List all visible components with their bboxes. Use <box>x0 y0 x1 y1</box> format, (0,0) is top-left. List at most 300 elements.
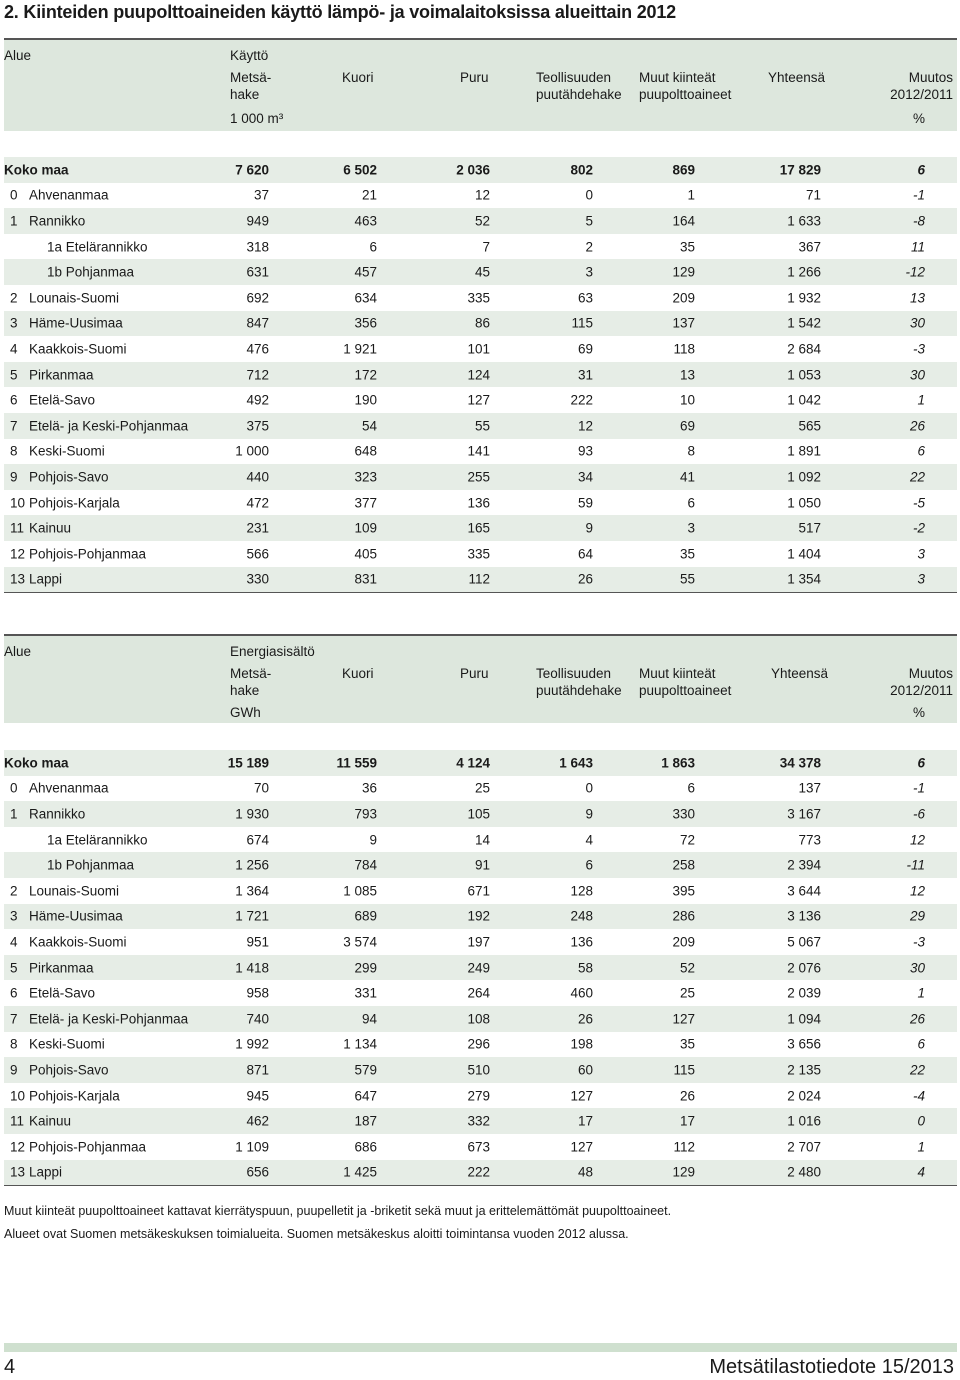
cell-muut: 330 <box>672 806 695 822</box>
cell-metsahake: 7 620 <box>235 162 269 178</box>
cell-yhteensa: 1 354 <box>787 571 821 587</box>
table-row <box>4 1108 957 1134</box>
cell-metsahake: 674 <box>246 832 269 848</box>
cell-kuori: 1 921 <box>343 341 377 357</box>
cell-teollisuus: 26 <box>577 1011 593 1027</box>
cell-metsahake: 951 <box>246 934 269 950</box>
cell-teollisuus: 48 <box>577 1164 593 1180</box>
cell-teollisuus: 34 <box>577 469 593 485</box>
cell-teollisuus: 26 <box>577 571 593 587</box>
cell-kuori: 299 <box>354 960 377 976</box>
header-metsahake-2: hake <box>230 87 260 102</box>
cell-metsahake: 318 <box>246 239 269 255</box>
cell-muutos: 22 <box>909 469 925 485</box>
cell-muut: 209 <box>672 290 695 306</box>
cell-kuori: 579 <box>354 1062 377 1078</box>
header-kuori: Kuori <box>342 70 374 85</box>
cell-teollisuus: 2 <box>585 239 593 255</box>
region-number: 5 <box>10 960 18 976</box>
cell-muut: 127 <box>672 1011 695 1027</box>
cell-metsahake: 958 <box>246 985 269 1001</box>
table-row <box>4 827 957 853</box>
header-percent: % <box>912 705 925 720</box>
region-name: 1a Etelärannikko <box>47 832 148 848</box>
table-row <box>4 413 957 439</box>
region-name: 1b Pohjanmaa <box>47 857 135 873</box>
cell-kuori: 54 <box>361 418 377 434</box>
cell-puru: 12 <box>474 187 490 203</box>
header-percent: % <box>912 111 925 126</box>
region-number: 11 <box>10 1113 25 1129</box>
cell-puru: 264 <box>467 985 490 1001</box>
cell-puru: 510 <box>467 1062 490 1078</box>
region-name: Pohjois-Savo <box>29 1062 109 1078</box>
cell-metsahake: 1 992 <box>235 1036 269 1052</box>
cell-yhteensa: 1 050 <box>787 495 821 511</box>
region-name: Pohjois-Pohjanmaa <box>29 1139 147 1155</box>
cell-yhteensa: 367 <box>798 239 821 255</box>
cell-metsahake: 231 <box>246 520 269 536</box>
region-name: Koko maa <box>4 162 69 178</box>
region-number: 3 <box>10 908 18 924</box>
cell-yhteensa: 3 136 <box>787 908 821 924</box>
cell-muut: 118 <box>673 341 695 357</box>
cell-muut: 129 <box>672 264 695 280</box>
table-row <box>4 980 957 1006</box>
cell-yhteensa: 1 016 <box>787 1113 821 1129</box>
cell-metsahake: 712 <box>246 367 269 383</box>
cell-yhteensa: 1 633 <box>787 213 821 229</box>
publication-name: Metsätilastotiedote 15/2013 <box>709 1356 954 1378</box>
cell-muutos: -2 <box>912 520 925 536</box>
cell-muut: 55 <box>679 571 695 587</box>
cell-metsahake: 656 <box>246 1164 269 1180</box>
cell-teollisuus: 3 <box>585 264 593 280</box>
cell-kuori: 634 <box>354 290 377 306</box>
cell-muutos: 12 <box>909 883 925 899</box>
region-name: Etelä-Savo <box>29 985 96 1001</box>
cell-puru: 249 <box>467 960 490 976</box>
region-number: 2 <box>10 883 18 899</box>
cell-metsahake: 1 109 <box>235 1139 269 1155</box>
cell-muutos: -12 <box>905 264 925 280</box>
cell-puru: 91 <box>474 857 490 873</box>
cell-yhteensa: 3 167 <box>787 806 821 822</box>
cell-muut: 6 <box>687 780 695 796</box>
cell-metsahake: 330 <box>246 571 269 587</box>
cell-muut: 10 <box>679 392 695 408</box>
cell-puru: 671 <box>467 883 490 899</box>
header-teollisuus-2: puutähdehake <box>536 87 622 102</box>
cell-muut: 6 <box>687 495 695 511</box>
cell-teollisuus: 64 <box>577 546 593 562</box>
cell-metsahake: 492 <box>246 392 269 408</box>
cell-muut: 164 <box>672 213 695 229</box>
table-row <box>4 208 957 234</box>
cell-yhteensa: 2 684 <box>787 341 821 357</box>
cell-metsahake: 472 <box>246 495 269 511</box>
table-row <box>4 183 957 209</box>
region-number: 13 <box>10 571 26 587</box>
table-row <box>4 285 957 311</box>
cell-puru: 25 <box>474 780 490 796</box>
cell-kuori: 457 <box>354 264 377 280</box>
header-puru: Puru <box>460 70 489 85</box>
cell-muut: 129 <box>672 1164 695 1180</box>
cell-kuori: 9 <box>369 832 377 848</box>
cell-muut: 52 <box>679 960 695 976</box>
cell-muut: 26 <box>679 1088 695 1104</box>
cell-yhteensa: 3 656 <box>787 1036 821 1052</box>
region-name: Ahvenanmaa <box>29 187 109 203</box>
cell-muutos: 4 <box>917 1164 925 1180</box>
cell-muut: 115 <box>673 1062 695 1078</box>
header-teollisuus-1: Teollisuuden <box>536 666 612 681</box>
cell-teollisuus: 69 <box>577 341 593 357</box>
cell-teollisuus: 31 <box>577 367 593 383</box>
cell-muutos: 6 <box>917 443 925 459</box>
cell-muut: 3 <box>687 520 695 536</box>
cell-metsahake: 566 <box>246 546 269 562</box>
cell-kuori: 172 <box>354 367 377 383</box>
cell-muutos: 6 <box>917 1036 925 1052</box>
cell-muutos: 22 <box>909 1062 925 1078</box>
region-name: Lounais-Suomi <box>29 290 120 306</box>
cell-puru: 2 036 <box>456 162 490 178</box>
table-bottom-rule <box>4 592 957 593</box>
cell-muutos: -1 <box>912 187 925 203</box>
cell-muut: 258 <box>672 857 695 873</box>
cell-metsahake: 740 <box>246 1011 269 1027</box>
cell-yhteensa: 1 266 <box>787 264 821 280</box>
cell-puru: 673 <box>467 1139 490 1155</box>
table-row-total <box>4 157 957 183</box>
cell-puru: 192 <box>467 908 490 924</box>
cell-kuori: 647 <box>354 1088 377 1104</box>
cell-puru: 86 <box>474 315 490 331</box>
cell-metsahake: 1 721 <box>235 908 269 924</box>
cell-teollisuus: 9 <box>585 806 593 822</box>
cell-yhteensa: 2 707 <box>787 1139 821 1155</box>
cell-kuori: 1 425 <box>343 1164 377 1180</box>
cell-teollisuus: 17 <box>577 1113 593 1129</box>
header-muut-2: puupolttoaineet <box>639 683 732 698</box>
cell-metsahake: 375 <box>246 418 269 434</box>
cell-teollisuus: 60 <box>577 1062 593 1078</box>
cell-puru: 108 <box>467 1011 490 1027</box>
cell-puru: 197 <box>467 934 490 950</box>
region-name: 1a Etelärannikko <box>47 239 148 255</box>
cell-muutos: -3 <box>912 934 925 950</box>
table-row <box>4 490 957 516</box>
cell-kuori: 1 134 <box>343 1036 377 1052</box>
cell-metsahake: 945 <box>246 1088 269 1104</box>
cell-kuori: 784 <box>354 857 377 873</box>
cell-muut: 286 <box>672 908 695 924</box>
cell-metsahake: 631 <box>246 264 269 280</box>
cell-kuori: 405 <box>354 546 377 562</box>
cell-muut: 25 <box>679 985 695 1001</box>
cell-puru: 52 <box>474 213 490 229</box>
cell-puru: 136 <box>467 495 490 511</box>
cell-kuori: 686 <box>354 1139 377 1155</box>
cell-puru: 105 <box>467 806 490 822</box>
cell-puru: 335 <box>467 290 490 306</box>
cell-yhteensa: 1 042 <box>787 392 821 408</box>
cell-kuori: 109 <box>354 520 377 536</box>
cell-muut: 35 <box>679 1036 695 1052</box>
header-muutos-2: 2012/2011 <box>890 87 953 102</box>
table-row <box>4 234 957 260</box>
cell-yhteensa: 2 024 <box>787 1088 821 1104</box>
cell-yhteensa: 1 404 <box>787 546 821 562</box>
header-yhteensa: Yhteensä <box>771 666 829 681</box>
region-name: Keski-Suomi <box>29 1036 105 1052</box>
table-header <box>4 634 957 723</box>
table-row <box>4 362 957 388</box>
table-row <box>4 541 957 567</box>
table-row <box>4 1134 957 1160</box>
cell-yhteensa: 71 <box>805 187 821 203</box>
cell-kuori: 6 502 <box>343 162 377 178</box>
cell-teollisuus: 4 <box>585 832 593 848</box>
cell-metsahake: 15 189 <box>227 755 269 771</box>
region-name: Lounais-Suomi <box>29 883 120 899</box>
cell-yhteensa: 2 480 <box>787 1164 821 1180</box>
table-row <box>4 515 957 541</box>
header-group: Energiasisältö <box>230 644 315 659</box>
cell-muut: 8 <box>687 443 695 459</box>
cell-muut: 209 <box>672 934 695 950</box>
cell-muutos: -3 <box>912 341 925 357</box>
cell-kuori: 21 <box>361 187 377 203</box>
cell-teollisuus: 248 <box>570 908 593 924</box>
header-puru: Puru <box>460 666 489 681</box>
cell-muut: 72 <box>679 832 695 848</box>
cell-metsahake: 1 930 <box>235 806 269 822</box>
cell-muutos: 3 <box>917 571 925 587</box>
cell-muut: 137 <box>672 315 695 331</box>
cell-teollisuus: 222 <box>570 392 593 408</box>
cell-teollisuus: 6 <box>585 857 593 873</box>
cell-yhteensa: 2 394 <box>787 857 821 873</box>
cell-teollisuus: 5 <box>585 213 593 229</box>
table-row <box>4 878 957 904</box>
page-title: 2. Kiinteiden puupolttoaineiden käyttö lämpö- ja voimalaitoksissa alueittain 2012 <box>4 2 676 22</box>
cell-teollisuus: 127 <box>570 1088 593 1104</box>
region-number: 0 <box>10 187 18 203</box>
cell-muutos: 12 <box>909 832 925 848</box>
cell-muutos: 30 <box>909 315 925 331</box>
cell-metsahake: 462 <box>246 1113 269 1129</box>
region-name: Kainuu <box>29 1113 72 1129</box>
cell-teollisuus: 93 <box>577 443 593 459</box>
table-row <box>4 904 957 930</box>
cell-teollisuus: 0 <box>585 187 593 203</box>
cell-muutos: 1 <box>917 1139 925 1155</box>
cell-teollisuus: 12 <box>577 418 593 434</box>
footnotes <box>4 1200 671 1246</box>
table-header <box>4 38 957 131</box>
cell-muutos: 29 <box>909 908 925 924</box>
cell-puru: 222 <box>467 1164 490 1180</box>
cell-puru: 14 <box>474 832 490 848</box>
region-number: 1 <box>10 806 18 822</box>
region-number: 9 <box>10 1062 18 1078</box>
cell-muutos: 26 <box>909 418 925 434</box>
cell-metsahake: 1 000 <box>235 443 269 459</box>
cell-kuori: 648 <box>354 443 377 459</box>
cell-puru: 141 <box>467 443 490 459</box>
table-bottom-rule <box>4 1185 957 1186</box>
region-name: Pohjois-Karjala <box>29 1088 120 1104</box>
energy-content-table <box>4 634 957 1186</box>
cell-puru: 127 <box>467 392 490 408</box>
table-row <box>4 801 957 827</box>
table-row <box>4 567 957 593</box>
table-row <box>4 776 957 802</box>
region-number: 7 <box>10 1011 18 1027</box>
cell-yhteensa: 137 <box>798 780 821 796</box>
header-alue: Alue <box>4 644 32 659</box>
cell-muut: 17 <box>679 1113 695 1129</box>
region-name: Lappi <box>29 1164 63 1180</box>
region-number: 8 <box>10 1036 18 1052</box>
cell-muutos: 6 <box>917 755 925 771</box>
table-body <box>4 750 957 1185</box>
table-row <box>4 439 957 465</box>
cell-yhteensa: 2 076 <box>787 960 821 976</box>
cell-metsahake: 871 <box>246 1062 269 1078</box>
cell-puru: 124 <box>467 367 490 383</box>
cell-yhteensa: 773 <box>798 832 821 848</box>
cell-puru: 55 <box>474 418 490 434</box>
cell-kuori: 356 <box>354 315 377 331</box>
cell-muutos: -5 <box>912 495 925 511</box>
region-number: 7 <box>10 418 18 434</box>
region-number: 13 <box>10 1164 26 1180</box>
cell-kuori: 323 <box>354 469 377 485</box>
cell-metsahake: 70 <box>253 780 269 796</box>
cell-teollisuus: 58 <box>577 960 593 976</box>
region-name: Pohjois-Pohjanmaa <box>29 546 147 562</box>
cell-teollisuus: 0 <box>585 780 593 796</box>
cell-teollisuus: 1 643 <box>559 755 593 771</box>
cell-muutos: 26 <box>909 1011 925 1027</box>
cell-kuori: 377 <box>354 495 377 511</box>
cell-kuori: 190 <box>354 392 377 408</box>
cell-puru: 4 124 <box>456 755 490 771</box>
cell-metsahake: 949 <box>246 213 269 229</box>
cell-yhteensa: 1 094 <box>787 1011 821 1027</box>
cell-metsahake: 37 <box>253 187 269 203</box>
region-name: Keski-Suomi <box>29 443 105 459</box>
table-row <box>4 387 957 413</box>
cell-muut: 1 863 <box>661 755 695 771</box>
region-number: 9 <box>10 469 18 485</box>
cell-puru: 335 <box>467 546 490 562</box>
region-number: 12 <box>10 546 26 562</box>
header-muutos-2: 2012/2011 <box>890 683 953 698</box>
cell-muutos: 3 <box>917 546 925 562</box>
cell-yhteensa: 1 932 <box>787 290 821 306</box>
region-number: 0 <box>10 780 18 796</box>
region-name: Pohjois-Savo <box>29 469 109 485</box>
cell-yhteensa: 3 644 <box>787 883 821 899</box>
cell-muutos: -11 <box>906 857 925 873</box>
region-name: Rannikko <box>29 213 86 229</box>
table-row <box>4 1160 957 1186</box>
header-muut-1: Muut kiinteät <box>639 666 716 681</box>
cell-muutos: -4 <box>912 1088 925 1104</box>
footnote-2: Alueet ovat Suomen metsäkeskuksen toimialueita. Suomen metsäkeskus aloitti toimintansa vuoden 2012 alussa. <box>4 1227 629 1241</box>
page-number: 4 <box>4 1356 16 1378</box>
cell-kuori: 463 <box>354 213 377 229</box>
cell-metsahake: 1 418 <box>235 960 269 976</box>
cell-teollisuus: 127 <box>570 1139 593 1155</box>
table-row <box>4 1032 957 1058</box>
cell-muut: 35 <box>679 546 695 562</box>
region-name: Etelä- ja Keski-Pohjanmaa <box>29 418 189 434</box>
cell-yhteensa: 2 039 <box>787 985 821 1001</box>
cell-kuori: 331 <box>354 985 377 1001</box>
cell-puru: 255 <box>467 469 490 485</box>
table-row <box>4 1083 957 1109</box>
cell-yhteensa: 565 <box>798 418 821 434</box>
cell-kuori: 831 <box>354 571 377 587</box>
cell-muutos: 30 <box>909 367 925 383</box>
table-body <box>4 157 957 592</box>
cell-yhteensa: 34 378 <box>779 755 821 771</box>
cell-muut: 395 <box>672 883 695 899</box>
table-row <box>4 336 957 362</box>
cell-puru: 45 <box>474 264 490 280</box>
region-name: Koko maa <box>4 755 69 771</box>
region-name: Pirkanmaa <box>29 367 94 383</box>
region-number: 10 <box>10 1088 26 1104</box>
region-number: 6 <box>10 392 18 408</box>
table-row <box>4 929 957 955</box>
cell-muutos: -8 <box>912 213 925 229</box>
cell-yhteensa: 1 542 <box>787 315 821 331</box>
cell-metsahake: 1 256 <box>235 857 269 873</box>
cell-kuori: 1 085 <box>343 883 377 899</box>
header-teollisuus-2: puutähdehake <box>536 683 622 698</box>
cell-kuori: 36 <box>361 780 377 796</box>
cell-puru: 296 <box>467 1036 490 1052</box>
header-yhteensa: Yhteensä <box>768 70 826 85</box>
cell-metsahake: 692 <box>246 290 269 306</box>
header-muutos-1: Muutos <box>908 666 953 681</box>
region-name: Etelä-Savo <box>29 392 96 408</box>
region-name: Häme-Uusimaa <box>29 315 123 331</box>
cell-kuori: 187 <box>354 1113 377 1129</box>
region-number: 3 <box>10 315 18 331</box>
cell-muut: 13 <box>679 367 695 383</box>
cell-muutos: 1 <box>917 985 925 1001</box>
cell-yhteensa: 5 067 <box>787 934 821 950</box>
table-row <box>4 311 957 337</box>
cell-yhteensa: 2 135 <box>787 1062 821 1078</box>
region-name: Rannikko <box>29 806 86 822</box>
cell-teollisuus: 198 <box>570 1036 593 1052</box>
footer-bar <box>4 1343 957 1352</box>
cell-muutos: 13 <box>909 290 925 306</box>
region-number: 5 <box>10 367 18 383</box>
cell-teollisuus: 802 <box>570 162 593 178</box>
cell-puru: 112 <box>468 571 490 587</box>
header-metsahake-2: hake <box>230 683 260 698</box>
